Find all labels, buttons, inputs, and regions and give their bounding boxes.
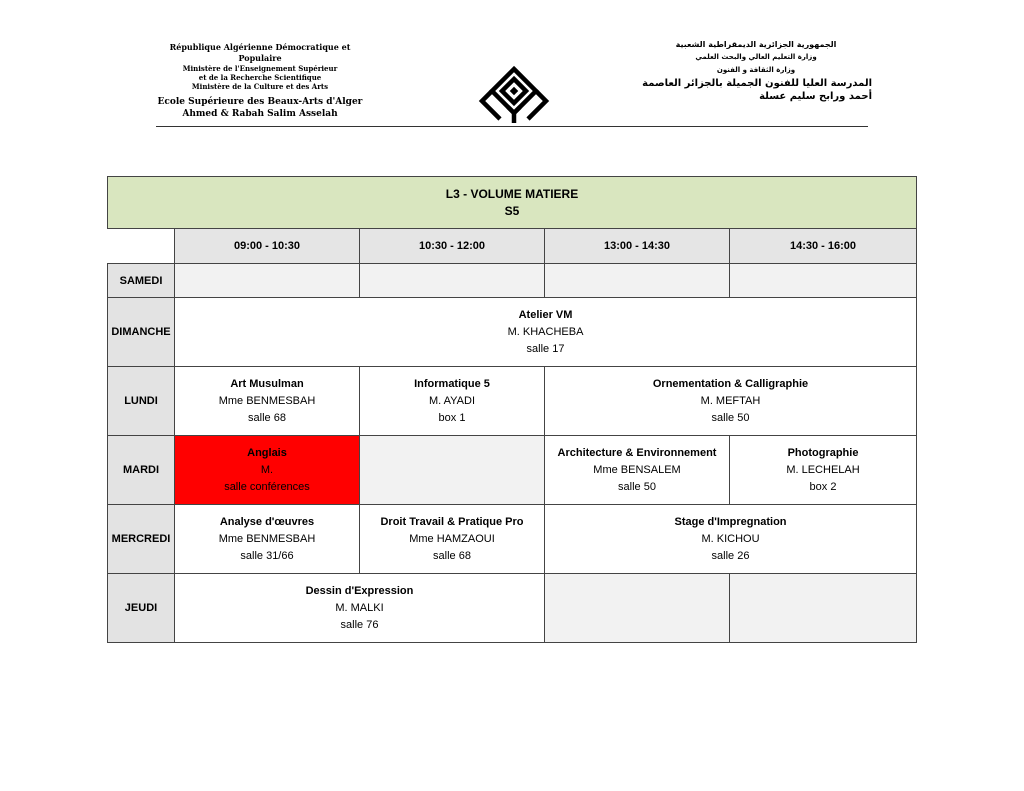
timetable-title-text: L3 - VOLUME MATIERE: [445, 186, 579, 201]
header-divider: [156, 126, 868, 127]
header-left-block: [150, 42, 370, 120]
course-room: salle 50: [711, 411, 750, 424]
slot-header-1: 09:00 - 10:30: [175, 229, 360, 264]
course-title: Art Musulman: [230, 377, 304, 390]
empty-cell: [360, 436, 545, 505]
ministry-higher-education: Ministère de l'Enseignement Supérieur: [182, 64, 338, 73]
course-teacher: Mme BENMESBAH: [218, 394, 316, 407]
timetable: [107, 176, 917, 643]
course-atelier-vm: [175, 298, 917, 367]
empty-cell: [730, 574, 917, 643]
course-ornementation: [545, 367, 917, 436]
course-informatique: [360, 367, 545, 436]
kufic-square-logo-icon: [478, 65, 550, 127]
day-dimanche: DIMANCHE: [108, 298, 175, 367]
course-title: Architecture & Environnement: [557, 446, 717, 459]
course-room: salle 31/66: [240, 549, 294, 562]
timetable-title-row: [108, 177, 917, 229]
course-title: Informatique 5: [414, 377, 490, 390]
ministry-research: et de la Recherche Scientifique: [198, 73, 322, 82]
ministry-culture-ar: وزارة الثقافة و الفنون: [716, 66, 796, 74]
course-anglais: [175, 436, 360, 505]
course-teacher: M. KHACHEBA: [507, 325, 584, 338]
row-samedi: [108, 264, 917, 298]
course-dessin-expression: [175, 574, 545, 643]
row-mercredi: [108, 505, 917, 574]
school-name-ar: المدرسة العليا للفنون الجميلة بالجزائر العاصمة: [642, 78, 872, 89]
school-name: Ecole Supérieure des Beaux-Arts d'Alger: [157, 97, 363, 107]
row-jeudi: [108, 574, 917, 643]
course-teacher: Mme BENMESBAH: [218, 532, 316, 545]
row-mardi: [108, 436, 917, 505]
row-dimanche: [108, 298, 917, 367]
day-mercredi: MERCREDI: [108, 505, 175, 574]
empty-cell: [175, 264, 360, 298]
course-title: Analyse d'œuvres: [219, 515, 315, 528]
empty-cell: [545, 264, 730, 298]
course-room: salle 17: [526, 342, 565, 355]
course-teacher: Mme HAMZAOUI: [409, 532, 495, 545]
course-analyse-oeuvres: [175, 505, 360, 574]
course-room: box 2: [809, 480, 837, 493]
course-title: Dessin d'Expression: [305, 584, 414, 597]
slot-header-row: [108, 229, 917, 264]
school-dedication-ar: أحمد ورابح سليم عسلة: [759, 91, 872, 102]
course-teacher: Mme BENSALEM: [593, 463, 681, 476]
day-jeudi: JEUDI: [108, 574, 175, 643]
republic-name-ar: الجمهورية الجزائرية الديمقراطية الشعبية: [675, 40, 837, 49]
day-mardi: MARDI: [108, 436, 175, 505]
course-teacher: M. LECHELAH: [786, 463, 860, 476]
course-room: box 1: [438, 411, 466, 424]
school-dedication: Ahmed & Rabah Salim Asselah: [182, 109, 338, 119]
day-lundi: LUNDI: [108, 367, 175, 436]
course-teacher: M.: [260, 463, 274, 476]
slot-header-2: 10:30 - 12:00: [360, 229, 545, 264]
ministry-higher-education-ar: وزارة التعليم العالي والبحث العلمي: [695, 53, 817, 61]
course-title: Anglais: [247, 446, 287, 459]
ministry-culture: Ministère de la Culture et des Arts: [191, 82, 329, 91]
republic-name: République Algérienne Démocratique et Populaire: [169, 42, 351, 63]
semester-label: S5: [504, 203, 520, 218]
day-samedi: SAMEDI: [108, 264, 175, 298]
course-title: Ornementation & Calligraphie: [652, 377, 809, 390]
timetable-title: [108, 177, 917, 229]
course-stage-impregnation: [545, 505, 917, 574]
course-room: salle 50: [618, 480, 656, 493]
course-droit-travail: [360, 505, 545, 574]
course-room: salle 26: [711, 549, 750, 562]
course-room: salle 76: [340, 618, 379, 631]
course-photographie: [730, 436, 917, 505]
course-teacher: M. MALKI: [335, 601, 384, 614]
header-right-block: [640, 38, 872, 103]
course-title: Atelier VM: [518, 308, 573, 321]
empty-cell: [730, 264, 917, 298]
empty-cell: [360, 264, 545, 298]
course-title: Photographie: [787, 446, 859, 459]
course-room: salle conférences: [224, 480, 310, 493]
corner-cell: [108, 229, 175, 264]
course-room: salle 68: [248, 411, 286, 424]
course-title: Stage d'Impregnation: [674, 515, 787, 528]
course-teacher: M. AYADI: [428, 394, 476, 407]
empty-cell: [545, 574, 730, 643]
slot-header-3: 13:00 - 14:30: [545, 229, 730, 264]
course-architecture: [545, 436, 730, 505]
course-teacher: M. KICHOU: [701, 532, 760, 545]
course-teacher: M. MEFTAH: [700, 394, 761, 407]
course-title: Droit Travail & Pratique Pro: [380, 515, 524, 528]
slot-header-4: 14:30 - 16:00: [730, 229, 917, 264]
row-lundi: [108, 367, 917, 436]
course-room: salle 68: [433, 549, 471, 562]
course-art-musulman: [175, 367, 360, 436]
